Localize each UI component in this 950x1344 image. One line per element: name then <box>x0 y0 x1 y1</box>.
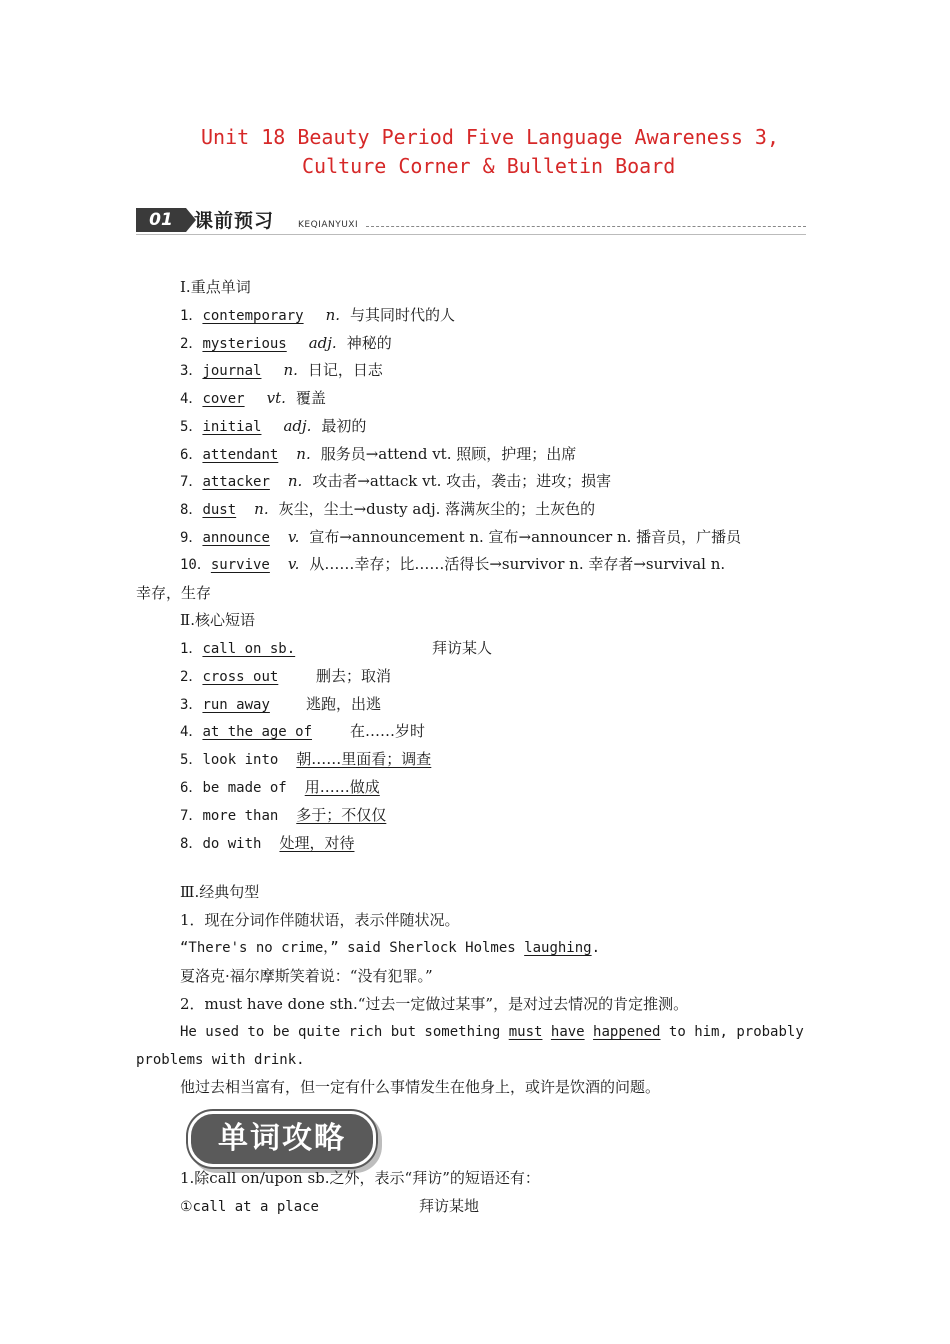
word-pos: n. <box>254 499 269 518</box>
word-answer: initial <box>202 418 262 435</box>
word-item <box>180 471 611 492</box>
word-pos: vt. <box>266 389 286 408</box>
phrase-meaning: 处理，对待 <box>279 833 355 852</box>
sentences-heading: Ⅲ.经典句型 <box>180 883 260 901</box>
word-meaning: 与其同时代的人 <box>350 306 456 324</box>
section-subtitle: KEQIANYUXI <box>298 220 359 230</box>
page-title-line-1: Unit 18 Beauty Period Five Language Awareness 3, <box>201 125 779 149</box>
word-pos: n. <box>287 472 303 491</box>
phrase-number: 2． <box>180 668 203 685</box>
word-answer: attendant <box>202 446 279 463</box>
word-number: 7． <box>180 474 203 491</box>
word-answer: journal <box>202 363 262 380</box>
word-pos: v. <box>287 527 300 546</box>
word-answer: mysterious <box>202 335 287 352</box>
word-number: 3． <box>180 363 203 380</box>
phrase-item <box>180 805 386 826</box>
phrase-number: 7． <box>180 807 203 824</box>
sentence-1-text: “There's no crime，” said Sherlock Holmes <box>180 940 525 956</box>
word-item <box>180 527 741 548</box>
sentence-2-english-wrap: problems with drink. <box>136 1052 305 1068</box>
sentence-2-answer-1: must <box>508 1024 543 1040</box>
sentence-1-english <box>180 938 600 958</box>
section-dashed-line <box>366 226 806 227</box>
word-answer: announce <box>202 529 270 546</box>
word-number: 9． <box>180 529 203 546</box>
sentence-1-end: . <box>591 940 601 956</box>
strategy-meaning: 拜访某地 <box>418 1197 479 1215</box>
phrase-text: be made of <box>202 780 287 796</box>
word-meaning: 最初的 <box>321 416 367 435</box>
phrase-number: 1． <box>180 641 203 657</box>
word-answer: survive <box>210 557 270 574</box>
word-pos: adj. <box>283 416 312 435</box>
word-item <box>180 499 595 520</box>
phrase-item <box>180 749 431 770</box>
phrase-text: call on sb. <box>202 641 296 657</box>
word-number: 2． <box>180 335 203 352</box>
word-meaning: 神秘的 <box>346 333 392 352</box>
word-10-wrap: 幸存，生存 <box>136 584 212 602</box>
word-pos: v. <box>287 555 300 574</box>
phrase-item <box>180 694 382 715</box>
word-pos: n. <box>325 306 341 324</box>
word-number: 8． <box>180 501 203 518</box>
word-answer: attacker <box>202 474 270 491</box>
phrase-text: run away <box>202 696 270 713</box>
strategy-line-1: 1.除call on/upon sb.之外，表示“拜访”的短语还有： <box>180 1169 540 1187</box>
word-item <box>180 360 383 381</box>
word-meaning: 宣布→announcement n. 宣布→announcer n. 播音员，广播员 <box>309 527 742 546</box>
phrase-number: 6． <box>180 780 203 796</box>
word-meaning: 日记，日志 <box>307 361 383 380</box>
word-answer: dust <box>202 501 237 518</box>
sentence-2-text-end: to him, probably <box>660 1024 804 1040</box>
word-answer: cover <box>202 391 245 408</box>
section-bar-preview <box>136 204 806 236</box>
word-item <box>180 388 326 409</box>
phrase-meaning: 删去；取消 <box>316 666 392 685</box>
strategy-line-2 <box>180 1196 479 1217</box>
sentence-1-answer: laughing <box>524 940 592 956</box>
word-answer: contemporary <box>202 308 304 324</box>
word-number: 10． <box>180 557 211 574</box>
word-strategy-badge: 单词攻略 <box>188 1111 376 1167</box>
strategy-phrase: ①call at a place <box>180 1199 319 1215</box>
phrase-item <box>180 777 380 798</box>
word-item <box>180 416 366 437</box>
phrases-heading: Ⅱ.核心短语 <box>180 611 255 629</box>
word-meaning: 从……幸存；比……活得长→survivor n. 幸存者→survival n. <box>309 555 726 574</box>
words-heading: Ⅰ.重点单词 <box>180 278 251 296</box>
phrase-text: at the age of <box>202 724 313 741</box>
section-underline <box>136 234 806 235</box>
phrase-meaning: 多于；不仅仅 <box>296 805 387 824</box>
phrase-meaning: 朝……里面看；调查 <box>296 750 432 769</box>
sentence-2-text: He used to be quite rich but something <box>180 1024 509 1040</box>
phrase-number: 8． <box>180 835 203 852</box>
word-item <box>180 333 392 354</box>
sentence-1-rule: 1．现在分词作伴随状语，表示伴随状况。 <box>180 911 460 929</box>
word-number: 1． <box>180 308 203 324</box>
word-meaning: 攻击者→attack vt. 攻击，袭击；进攻；损害 <box>312 472 612 491</box>
phrase-number: 3． <box>180 696 203 713</box>
word-number: 4． <box>180 391 203 408</box>
sentence-2-answer-3: happened <box>593 1024 661 1040</box>
section-title: 课前预习 <box>194 210 275 232</box>
phrase-meaning: 用……做成 <box>304 778 380 796</box>
word-meaning: 覆盖 <box>295 389 326 408</box>
sentence-2-answer-2: have <box>550 1024 585 1040</box>
word-meaning: 服务员→attend vt. 照顾，护理；出席 <box>320 444 577 463</box>
word-item <box>180 554 725 575</box>
phrase-text: do with <box>202 835 262 852</box>
word-item <box>180 444 576 465</box>
phrase-text: cross out <box>202 668 279 685</box>
phrase-item <box>180 833 354 854</box>
word-pos: n. <box>283 361 298 380</box>
word-item <box>180 305 455 326</box>
phrase-text: look into <box>202 752 279 769</box>
sentence-1-chinese: 夏洛克·福尔摩斯笑着说：“没有犯罪。” <box>180 967 433 985</box>
phrase-item <box>180 638 493 659</box>
word-pos: adj. <box>308 333 337 352</box>
phrase-meaning: 拜访某人 <box>432 639 493 657</box>
phrase-meaning: 逃跑，出逃 <box>306 694 382 713</box>
word-pos: n. <box>296 444 311 463</box>
word-meaning: 灰尘，尘土→dusty adj. 落满灰尘的；土灰色的 <box>278 499 596 518</box>
phrase-item <box>180 721 426 742</box>
sentence-2-english <box>180 1022 804 1042</box>
word-number: 5． <box>180 418 203 435</box>
section-number-badge: 01 <box>136 208 186 232</box>
page-title-line-2: Culture Corner & Bulletin Board <box>302 154 676 178</box>
word-number: 6． <box>180 446 203 463</box>
sentence-2-chinese: 他过去相当富有，但一定有什么事情发生在他身上，或许是饮酒的问题。 <box>180 1078 661 1096</box>
phrase-number: 4． <box>180 724 203 741</box>
phrase-text: more than <box>202 807 279 824</box>
sentence-2-rule: 2．must have done sth.“过去一定做过某事”，是对过去情况的肯定推测。 <box>180 995 689 1013</box>
phrase-item <box>180 666 392 687</box>
phrase-number: 5． <box>180 752 203 769</box>
phrase-meaning: 在……岁时 <box>350 722 426 741</box>
